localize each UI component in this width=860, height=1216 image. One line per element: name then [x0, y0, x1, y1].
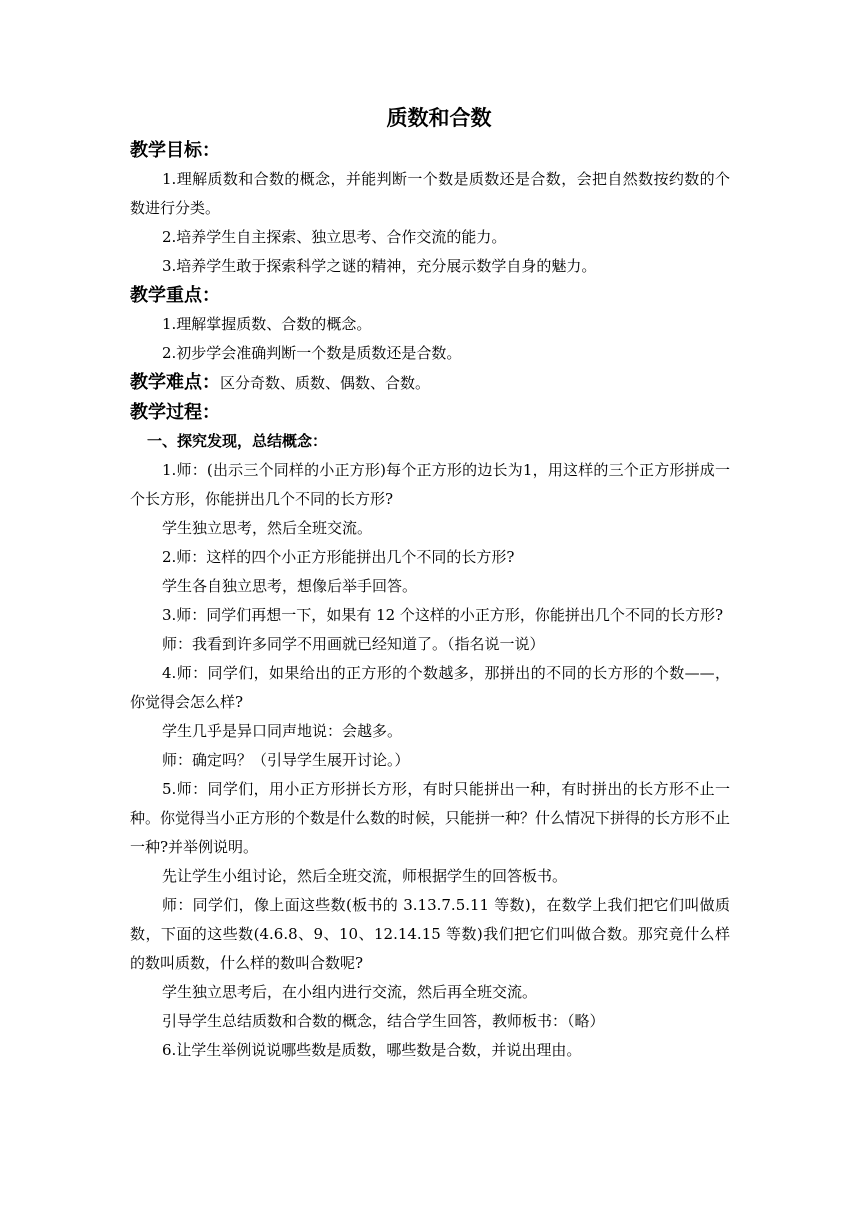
goal-item: 2.培养学生自主探索、独立思考、合作交流的能力。	[162, 228, 507, 246]
process-paragraph: 6.让学生举例说说哪些数是质数，哪些数是合数，并说出理由。	[162, 1041, 582, 1059]
process-paragraph: 学生独立思考，然后全班交流。	[162, 519, 373, 537]
goals-heading: 教学目标：	[130, 140, 220, 161]
process-paragraph: 学生几乎是异口同声地说：会越多。	[162, 722, 403, 740]
process-paragraph: 先让学生小组讨论，然后全班交流，师根据学生的回答板书。	[162, 867, 568, 885]
key-point-item: 2.初步学会准确判断一个数是质数还是合数。	[162, 344, 462, 362]
difficulty-line	[130, 368, 730, 398]
document-page	[130, 100, 730, 1065]
key-points-heading: 教学重点：	[130, 285, 220, 306]
process-paragraph: 5.师：同学们，用小正方形拼长方形，有时只能拼出一种，有时拼出的长方形不止一种。你觉得当小正方形的个数是什么数的时候，只能拼一种？什么情况下拼得的长方形不止一种?并举例说明。	[130, 780, 731, 856]
process-paragraph: 3.师：同学们再想一下，如果有 12 个这样的小正方形，你能拼出几个不同的长方形?	[162, 606, 723, 624]
difficulty-heading: 教学难点：	[130, 372, 220, 393]
process-paragraph: 2.师：这样的四个小正方形能拼出几个不同的长方形?	[162, 548, 515, 566]
key-point-item: 1.理解掌握质数、合数的概念。	[162, 315, 372, 333]
process-paragraph: 引导学生总结质数和合数的概念，结合学生回答，教师板书：（略）	[162, 1012, 605, 1030]
process-part1-heading: 一、探究发现，总结概念：	[147, 432, 328, 450]
process-paragraph: 1.师：(出示三个同样的小正方形)每个正方形的边长为1，用这样的三个正方形拼成一个长方形，你能拼出几个不同的长方形?	[130, 461, 730, 508]
process-paragraph: 师：同学们，像上面这些数(板书的 3.13.7.5.11 等数)，在数学上我们把它们叫做质数，下面的这些数(4.6.8、9、10、12.14.15 等数)我们把它们叫做合数。那究竟什么样的数叫质数，什么样的数叫合数呢?	[130, 896, 730, 972]
process-paragraph: 4.师：同学们，如果给出的正方形的个数越多，那拼出的不同的长方形的个数——，你觉得会怎么样?	[130, 664, 730, 711]
goal-item: 1.理解质数和合数的概念，并能判断一个数是质数还是合数，会把自然数按约数的个数进行分类。	[130, 170, 730, 217]
difficulty-text: 区分奇数、质数、偶数、合数。	[220, 374, 431, 392]
process-paragraph: 师：我看到许多同学不用画就已经知道了。（指名说一说）	[162, 635, 545, 653]
process-paragraph: 师：确定吗？（引导学生展开讨论。）	[162, 751, 410, 769]
document-title: 质数和合数	[386, 106, 492, 130]
process-heading: 教学过程：	[130, 402, 220, 423]
process-paragraph: 学生独立思考后，在小组内进行交流，然后再全班交流。	[162, 983, 538, 1001]
goal-item: 3.培养学生敢于探索科学之谜的精神，充分展示数学自身的魅力。	[162, 257, 597, 275]
process-paragraph: 学生各自独立思考，想像后举手回答。	[162, 577, 418, 595]
